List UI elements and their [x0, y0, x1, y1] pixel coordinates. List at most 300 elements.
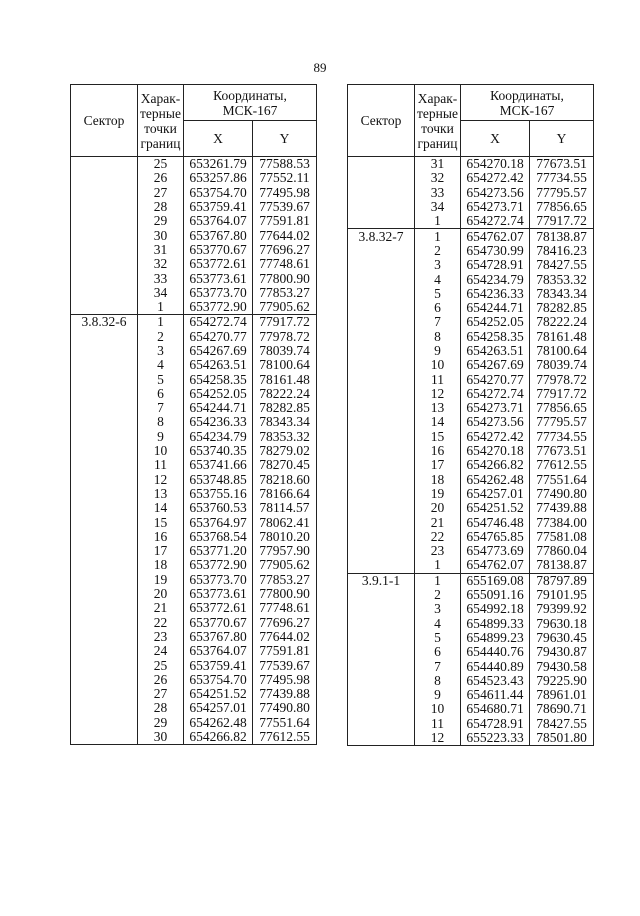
- sector-cell: [71, 673, 138, 687]
- point-number-cell: 5: [138, 372, 184, 386]
- y-coordinate-cell: 77490.80: [253, 701, 317, 715]
- point-number-cell: 6: [415, 301, 461, 315]
- sector-cell: [348, 444, 415, 458]
- point-number-cell: 15: [138, 515, 184, 529]
- sector-cell: [71, 716, 138, 730]
- x-coordinate-cell: 653771.20: [184, 544, 253, 558]
- table-row: [348, 458, 594, 472]
- point-number-cell: 18: [138, 558, 184, 572]
- sector-cell: [71, 344, 138, 358]
- x-coordinate-cell: 653773.61: [184, 271, 253, 285]
- point-number-cell: 20: [415, 501, 461, 515]
- y-coordinate-cell: 78270.45: [253, 458, 317, 472]
- point-number-cell: 26: [138, 673, 184, 687]
- y-coordinate-cell: 77673.51: [530, 157, 594, 172]
- sector-cell: [71, 157, 138, 172]
- table-row: [348, 473, 594, 487]
- sector-cell: [348, 387, 415, 401]
- point-number-cell: 22: [138, 616, 184, 630]
- point-number-cell: 9: [415, 688, 461, 702]
- y-coordinate-cell: 78010.20: [253, 530, 317, 544]
- x-coordinate-cell: 654252.05: [461, 315, 530, 329]
- point-number-cell: 12: [415, 731, 461, 746]
- x-coordinate-cell: 653754.70: [184, 673, 253, 687]
- x-coordinate-cell: 653261.79: [184, 157, 253, 172]
- x-coordinate-cell: 654728.91: [461, 258, 530, 272]
- table-row: [348, 330, 594, 344]
- x-coordinate-cell: 653772.61: [184, 257, 253, 271]
- y-coordinate-cell: 77495.98: [253, 673, 317, 687]
- y-coordinate-cell: 77591.81: [253, 214, 317, 228]
- y-coordinate-cell: 77644.02: [253, 228, 317, 242]
- table-row: [348, 674, 594, 688]
- header-coordinates: [461, 85, 594, 121]
- x-coordinate-cell: 654263.51: [184, 358, 253, 372]
- table-row: [348, 287, 594, 301]
- y-coordinate-cell: 78222.24: [253, 387, 317, 401]
- y-coordinate-cell: 77978.72: [530, 372, 594, 386]
- point-number-cell: 23: [415, 544, 461, 558]
- y-coordinate-cell: 78222.24: [530, 315, 594, 329]
- sector-cell: [348, 631, 415, 645]
- sector-cell: [348, 473, 415, 487]
- x-coordinate-cell: 654236.33: [461, 287, 530, 301]
- point-number-cell: 16: [415, 444, 461, 458]
- table-row: [348, 415, 594, 429]
- table-row: [348, 444, 594, 458]
- y-coordinate-cell: 77696.27: [253, 243, 317, 257]
- point-number-cell: 1: [415, 229, 461, 244]
- x-coordinate-cell: 654270.77: [461, 372, 530, 386]
- sector-cell: [348, 258, 415, 272]
- header-points-line2: терные: [417, 105, 458, 121]
- x-coordinate-cell: 654263.51: [461, 344, 530, 358]
- y-coordinate-cell: 77748.61: [253, 601, 317, 615]
- y-coordinate-cell: 78100.64: [530, 344, 594, 358]
- x-coordinate-cell: 654270.77: [184, 330, 253, 344]
- y-coordinate-cell: 77860.04: [530, 544, 594, 558]
- point-number-cell: 27: [138, 186, 184, 200]
- point-number-cell: 3: [138, 344, 184, 358]
- header-x: X: [461, 121, 530, 157]
- point-number-cell: 16: [138, 530, 184, 544]
- table-row: [348, 430, 594, 444]
- table-row: [348, 301, 594, 315]
- y-coordinate-cell: 78501.80: [530, 731, 594, 746]
- y-coordinate-cell: 77800.90: [253, 587, 317, 601]
- sector-cell: [71, 473, 138, 487]
- header-coordinates: [184, 85, 317, 121]
- x-coordinate-cell: 653767.80: [184, 630, 253, 644]
- sector-cell: [71, 286, 138, 300]
- sector-cell: [348, 157, 415, 172]
- table-row: [71, 644, 317, 658]
- table-body-right: [348, 157, 594, 746]
- x-coordinate-cell: 653760.53: [184, 501, 253, 515]
- point-number-cell: 20: [138, 587, 184, 601]
- x-coordinate-cell: 654680.71: [461, 702, 530, 716]
- point-number-cell: 14: [138, 501, 184, 515]
- x-coordinate-cell: 653764.97: [184, 515, 253, 529]
- point-number-cell: 30: [138, 730, 184, 745]
- table-row: [348, 617, 594, 631]
- x-coordinate-cell: 654257.01: [184, 701, 253, 715]
- y-coordinate-cell: 77439.88: [530, 501, 594, 515]
- x-coordinate-cell: 653759.41: [184, 200, 253, 214]
- sector-cell: [348, 487, 415, 501]
- point-number-cell: 1: [138, 315, 184, 330]
- x-coordinate-cell: 653748.85: [184, 473, 253, 487]
- point-number-cell: 9: [415, 344, 461, 358]
- point-number-cell: 7: [415, 659, 461, 673]
- sector-cell: [348, 301, 415, 315]
- sector-cell: [348, 200, 415, 214]
- table-row: [71, 501, 317, 515]
- header-coordinates-line2: МСК-167: [499, 102, 555, 118]
- table-row: [348, 387, 594, 401]
- x-coordinate-cell: 653741.66: [184, 458, 253, 472]
- sector-cell: [348, 358, 415, 372]
- x-coordinate-cell: 654270.18: [461, 444, 530, 458]
- point-number-cell: 32: [415, 171, 461, 185]
- table-row: [71, 286, 317, 300]
- sector-cell: [71, 515, 138, 529]
- point-number-cell: 28: [138, 701, 184, 715]
- table-row: [71, 587, 317, 601]
- table-row: [71, 473, 317, 487]
- point-number-cell: 33: [138, 271, 184, 285]
- x-coordinate-cell: 654992.18: [461, 602, 530, 616]
- table-row: [71, 558, 317, 572]
- y-coordinate-cell: 78039.74: [530, 358, 594, 372]
- y-coordinate-cell: 79430.87: [530, 645, 594, 659]
- point-number-cell: 10: [138, 444, 184, 458]
- sector-cell: [71, 271, 138, 285]
- x-coordinate-cell: 654899.33: [461, 617, 530, 631]
- sector-cell: [71, 300, 138, 315]
- table-row: [348, 530, 594, 544]
- sector-cell: [71, 630, 138, 644]
- y-coordinate-cell: 78416.23: [530, 244, 594, 258]
- table-row: [348, 200, 594, 214]
- y-coordinate-cell: 78161.48: [530, 330, 594, 344]
- x-coordinate-cell: 653772.90: [184, 300, 253, 315]
- point-number-cell: 21: [138, 601, 184, 615]
- y-coordinate-cell: 78138.87: [530, 229, 594, 244]
- point-number-cell: 4: [415, 617, 461, 631]
- sector-cell: [348, 244, 415, 258]
- table-row: [71, 673, 317, 687]
- header-coordinates-line1: Координаты,: [213, 87, 287, 103]
- x-coordinate-cell: 654258.35: [184, 372, 253, 386]
- x-coordinate-cell: 653257.86: [184, 171, 253, 185]
- table-row: [71, 530, 317, 544]
- sector-cell: [348, 731, 415, 746]
- point-number-cell: 1: [415, 214, 461, 229]
- sector-cell: [71, 544, 138, 558]
- sector-cell: [348, 430, 415, 444]
- point-number-cell: 33: [415, 186, 461, 200]
- sector-cell: 3.8.32-6: [71, 315, 138, 330]
- sector-cell: [71, 616, 138, 630]
- x-coordinate-cell: 653764.07: [184, 214, 253, 228]
- x-coordinate-cell: 653754.70: [184, 186, 253, 200]
- x-coordinate-cell: 654773.69: [461, 544, 530, 558]
- y-coordinate-cell: 78166.64: [253, 487, 317, 501]
- table-row: [71, 415, 317, 429]
- point-number-cell: 4: [415, 272, 461, 286]
- point-number-cell: 8: [415, 674, 461, 688]
- point-number-cell: 10: [415, 702, 461, 716]
- point-number-cell: 10: [415, 358, 461, 372]
- y-coordinate-cell: 77957.90: [253, 544, 317, 558]
- y-coordinate-cell: 77384.00: [530, 515, 594, 529]
- x-coordinate-cell: 655169.08: [461, 573, 530, 588]
- table-row: [71, 228, 317, 242]
- table-row: [71, 616, 317, 630]
- header-y: Y: [530, 121, 594, 157]
- point-number-cell: 24: [138, 644, 184, 658]
- x-coordinate-cell: 654272.74: [184, 315, 253, 330]
- sector-cell: [348, 558, 415, 573]
- sector-cell: [71, 430, 138, 444]
- table-row: [348, 186, 594, 200]
- sector-cell: [348, 530, 415, 544]
- table-row: [348, 229, 594, 244]
- sector-cell: [71, 601, 138, 615]
- sector-cell: [348, 186, 415, 200]
- x-coordinate-cell: 654244.71: [184, 401, 253, 415]
- sector-cell: [71, 644, 138, 658]
- y-coordinate-cell: 78138.87: [530, 558, 594, 573]
- sector-cell: [348, 344, 415, 358]
- y-coordinate-cell: 77917.72: [530, 387, 594, 401]
- y-coordinate-cell: 79630.18: [530, 617, 594, 631]
- x-coordinate-cell: 653767.80: [184, 228, 253, 242]
- y-coordinate-cell: 77853.27: [253, 573, 317, 587]
- point-number-cell: 25: [138, 658, 184, 672]
- table-row: [71, 271, 317, 285]
- table-row: [71, 344, 317, 358]
- table-row: [348, 558, 594, 573]
- sector-cell: [348, 717, 415, 731]
- y-coordinate-cell: 77591.81: [253, 644, 317, 658]
- point-number-cell: 2: [415, 244, 461, 258]
- sector-cell: [348, 645, 415, 659]
- point-number-cell: 8: [138, 415, 184, 429]
- y-coordinate-cell: 77539.67: [253, 200, 317, 214]
- sector-cell: [71, 200, 138, 214]
- point-number-cell: 23: [138, 630, 184, 644]
- sector-cell: [348, 171, 415, 185]
- x-coordinate-cell: 654440.89: [461, 659, 530, 673]
- y-coordinate-cell: 77673.51: [530, 444, 594, 458]
- sector-cell: 3.8.32-7: [348, 229, 415, 244]
- table-row: [348, 573, 594, 588]
- y-coordinate-cell: 78343.34: [530, 287, 594, 301]
- table-row: [71, 200, 317, 214]
- x-coordinate-cell: 654251.52: [184, 687, 253, 701]
- point-number-cell: 19: [415, 487, 461, 501]
- y-coordinate-cell: 79225.90: [530, 674, 594, 688]
- sector-cell: [348, 315, 415, 329]
- table-row: [71, 243, 317, 257]
- sector-cell: [348, 372, 415, 386]
- y-coordinate-cell: 78353.32: [530, 272, 594, 286]
- table-row: [71, 157, 317, 172]
- table-row: [348, 702, 594, 716]
- y-coordinate-cell: 77748.61: [253, 257, 317, 271]
- x-coordinate-cell: 654262.48: [184, 716, 253, 730]
- sector-cell: [71, 658, 138, 672]
- table-row: [71, 630, 317, 644]
- sector-cell: [348, 674, 415, 688]
- x-coordinate-cell: 653772.90: [184, 558, 253, 572]
- point-number-cell: 29: [138, 214, 184, 228]
- y-coordinate-cell: 77551.64: [530, 473, 594, 487]
- table-row: [348, 645, 594, 659]
- header-y: Y: [253, 121, 317, 157]
- y-coordinate-cell: 77795.57: [530, 415, 594, 429]
- header-points: [415, 85, 461, 157]
- x-coordinate-cell: 654272.74: [461, 214, 530, 229]
- point-number-cell: 26: [138, 171, 184, 185]
- table-row: [348, 171, 594, 185]
- coordinates-table-right: [347, 84, 594, 746]
- x-coordinate-cell: 654251.52: [461, 501, 530, 515]
- y-coordinate-cell: 77581.08: [530, 530, 594, 544]
- x-coordinate-cell: 655223.33: [461, 731, 530, 746]
- x-coordinate-cell: 654267.69: [461, 358, 530, 372]
- table-row: [348, 501, 594, 515]
- table-row: [348, 659, 594, 673]
- table-row: [71, 573, 317, 587]
- point-number-cell: 27: [138, 687, 184, 701]
- point-number-cell: 12: [415, 387, 461, 401]
- point-number-cell: 7: [415, 315, 461, 329]
- y-coordinate-cell: 78039.74: [253, 344, 317, 358]
- table-row: [71, 186, 317, 200]
- y-coordinate-cell: 77795.57: [530, 186, 594, 200]
- point-number-cell: 29: [138, 716, 184, 730]
- x-coordinate-cell: 653770.67: [184, 243, 253, 257]
- header-points: [138, 85, 184, 157]
- sector-cell: [71, 243, 138, 257]
- point-number-cell: 30: [138, 228, 184, 242]
- y-coordinate-cell: 77696.27: [253, 616, 317, 630]
- x-coordinate-cell: 654730.99: [461, 244, 530, 258]
- point-number-cell: 32: [138, 257, 184, 271]
- point-number-cell: 14: [415, 415, 461, 429]
- y-coordinate-cell: 78282.85: [253, 401, 317, 415]
- sector-cell: [71, 330, 138, 344]
- x-coordinate-cell: 654273.56: [461, 415, 530, 429]
- sector-cell: [348, 415, 415, 429]
- x-coordinate-cell: 654746.48: [461, 515, 530, 529]
- x-coordinate-cell: 654273.56: [461, 186, 530, 200]
- x-coordinate-cell: 653773.70: [184, 286, 253, 300]
- point-number-cell: 6: [415, 645, 461, 659]
- table-row: [71, 515, 317, 529]
- header-sector: Сектор: [71, 85, 138, 157]
- header-coordinates-line1: Координаты,: [490, 87, 564, 103]
- point-number-cell: 31: [138, 243, 184, 257]
- x-coordinate-cell: 654262.48: [461, 473, 530, 487]
- y-coordinate-cell: 77856.65: [530, 401, 594, 415]
- header-points-line3: точки: [144, 120, 177, 136]
- table-row: [348, 717, 594, 731]
- y-coordinate-cell: 77552.11: [253, 171, 317, 185]
- header-sector: Сектор: [348, 85, 415, 157]
- x-coordinate-cell: 654244.71: [461, 301, 530, 315]
- y-coordinate-cell: 77978.72: [253, 330, 317, 344]
- table-row: [348, 401, 594, 415]
- table-row: [71, 171, 317, 185]
- sector-cell: [348, 272, 415, 286]
- table-row: [71, 458, 317, 472]
- table-row: [348, 258, 594, 272]
- y-coordinate-cell: 77644.02: [253, 630, 317, 644]
- header-points-line4: границ: [417, 135, 458, 151]
- y-coordinate-cell: 77905.62: [253, 300, 317, 315]
- x-coordinate-cell: 653773.70: [184, 573, 253, 587]
- sector-cell: [348, 501, 415, 515]
- x-coordinate-cell: 654272.74: [461, 387, 530, 401]
- x-coordinate-cell: 654234.79: [461, 272, 530, 286]
- x-coordinate-cell: 654611.44: [461, 688, 530, 702]
- y-coordinate-cell: 77495.98: [253, 186, 317, 200]
- y-coordinate-cell: 77853.27: [253, 286, 317, 300]
- table-row: [71, 544, 317, 558]
- point-number-cell: 9: [138, 430, 184, 444]
- x-coordinate-cell: 653773.61: [184, 587, 253, 601]
- sector-cell: [348, 330, 415, 344]
- sector-cell: [348, 214, 415, 229]
- point-number-cell: 1: [415, 573, 461, 588]
- y-coordinate-cell: 78161.48: [253, 372, 317, 386]
- sector-cell: [71, 186, 138, 200]
- y-coordinate-cell: 77734.55: [530, 430, 594, 444]
- sector-cell: [71, 257, 138, 271]
- x-coordinate-cell: 654272.42: [461, 430, 530, 444]
- y-coordinate-cell: 78427.55: [530, 717, 594, 731]
- point-number-cell: 34: [415, 200, 461, 214]
- sector-cell: [71, 214, 138, 228]
- table-row: [71, 300, 317, 315]
- table-row: [71, 330, 317, 344]
- sector-cell: [71, 687, 138, 701]
- sector-cell: [348, 688, 415, 702]
- table-row: [348, 157, 594, 172]
- y-coordinate-cell: 78114.57: [253, 501, 317, 515]
- table-row: [348, 358, 594, 372]
- sector-cell: [71, 587, 138, 601]
- y-coordinate-cell: 78353.32: [253, 430, 317, 444]
- y-coordinate-cell: 78961.01: [530, 688, 594, 702]
- table-row: [71, 372, 317, 386]
- y-coordinate-cell: 78218.60: [253, 473, 317, 487]
- point-number-cell: 15: [415, 430, 461, 444]
- point-number-cell: 2: [138, 330, 184, 344]
- x-coordinate-cell: 653772.61: [184, 601, 253, 615]
- y-coordinate-cell: 77856.65: [530, 200, 594, 214]
- point-number-cell: 21: [415, 515, 461, 529]
- table-row: [71, 387, 317, 401]
- y-coordinate-cell: 78690.71: [530, 702, 594, 716]
- sector-cell: [348, 401, 415, 415]
- header-points-line4: границ: [140, 135, 181, 151]
- point-number-cell: 5: [415, 631, 461, 645]
